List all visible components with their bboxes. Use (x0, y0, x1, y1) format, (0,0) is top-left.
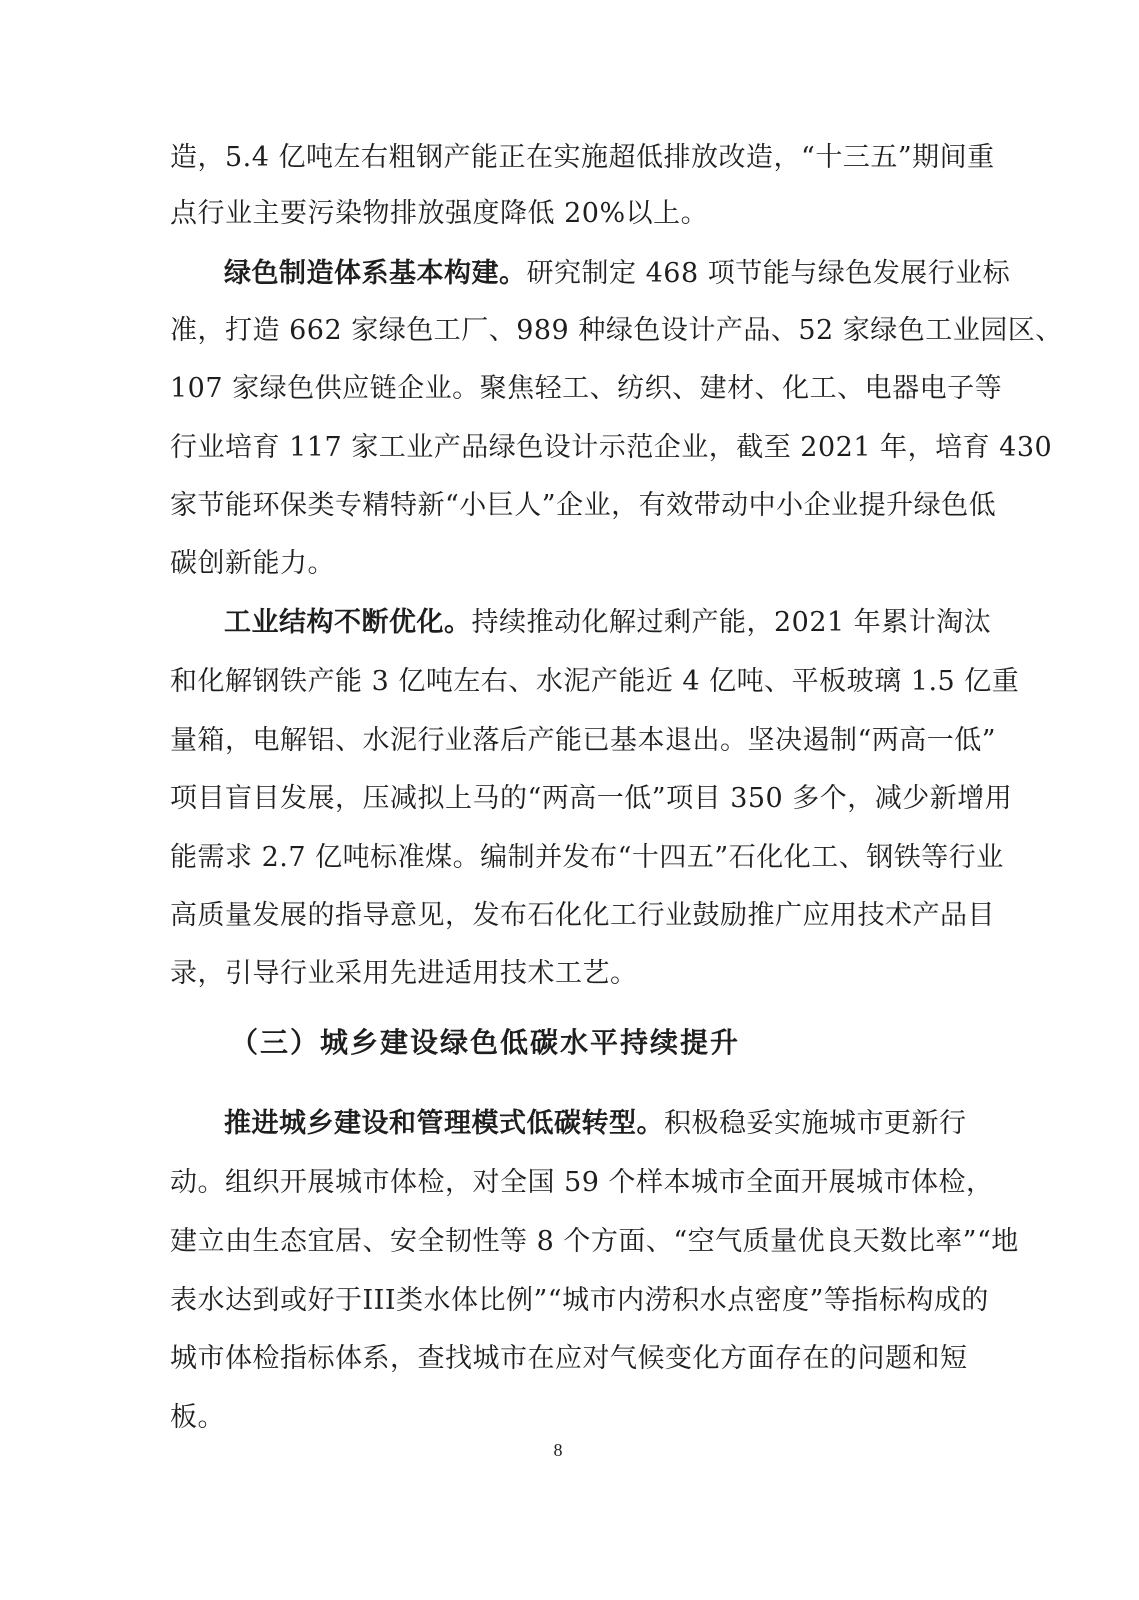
text-line: 家节能环保类专精特新“小巨人”企业，有效带动中小企业提升绿色低 (170, 490, 997, 521)
text-line: 碳创新能力。 (170, 548, 335, 579)
text-line: 项目盲目发展，压减拟上马的“两高一低”项目 350 多个，减少新增用 (170, 783, 1013, 814)
text-line: 建立由生态宜居、安全韧性等 8 个方面、“空气质量优良天数比率”“地 (170, 1226, 1019, 1257)
text-line: 点行业主要污染物排放强度降低 20%以上。 (170, 198, 709, 229)
bold-lead: 绿色制造体系基本构建。 (224, 258, 527, 289)
text-line: 和化解钢铁产能 3 亿吨左右、水泥产能近 4 亿吨、平板玻璃 1.5 亿重 (170, 666, 1020, 697)
bold-lead: 推进城乡建设和管理模式低碳转型。 (224, 1108, 664, 1139)
text-span: 研究制定 468 项节能与绿色发展行业标 (526, 258, 1011, 289)
text-line: 量箱，电解铝、水泥行业落后产能已基本退出。坚决遏制“两高一低” (170, 725, 997, 756)
page-number: 8 (553, 1440, 563, 1460)
text-line (170, 1106, 967, 1142)
text-line: 高质量发展的指导意见，发布石化化工行业鼓励推广应用技术产品目 (170, 900, 995, 931)
text-line: 准，打造 662 家绿色工厂、989 种绿色设计产品、52 家绿色工业园区、 (170, 315, 1063, 346)
text-line: 能需求 2.7 亿吨标准煤。编制并发布“十四五”石化化工、钢铁等行业 (170, 842, 1004, 873)
text-line: 造，5.4 亿吨左右粗钢产能正在实施超低排放改造，“十三五”期间重 (170, 142, 995, 173)
text-line: 表水达到或好于III类水体比例”“城市内涝积水点密度”等指标构成的 (170, 1285, 989, 1316)
text-line (170, 605, 992, 641)
bold-lead: 工业结构不断优化。 (224, 607, 472, 638)
text-line (170, 256, 1011, 292)
text-span: 积极稳妥实施城市更新行 (664, 1108, 967, 1139)
text-line: 城市体检指标体系，查找城市在应对气候变化方面存在的问题和短 (170, 1343, 968, 1374)
text-line: 行业培育 117 家工业产品绿色设计示范企业，截至 2021 年，培育 430 (170, 432, 1053, 463)
text-line: 动。组织开展城市体检，对全国 59 个样本城市全面开展城市体检， (170, 1167, 994, 1198)
text-span: 持续推动化解过剩产能，2021 年累计淘汰 (471, 607, 992, 638)
text-line: 107 家绿色供应链企业。聚焦轻工、纺织、建材、化工、电器电子等 (170, 373, 1003, 404)
section-heading: （三）城乡建设绿色低碳水平持续提升 (230, 1026, 741, 1059)
text-line: 板。 (170, 1402, 225, 1433)
text-line: 录，引导行业采用先进适用技术工艺。 (170, 958, 638, 989)
